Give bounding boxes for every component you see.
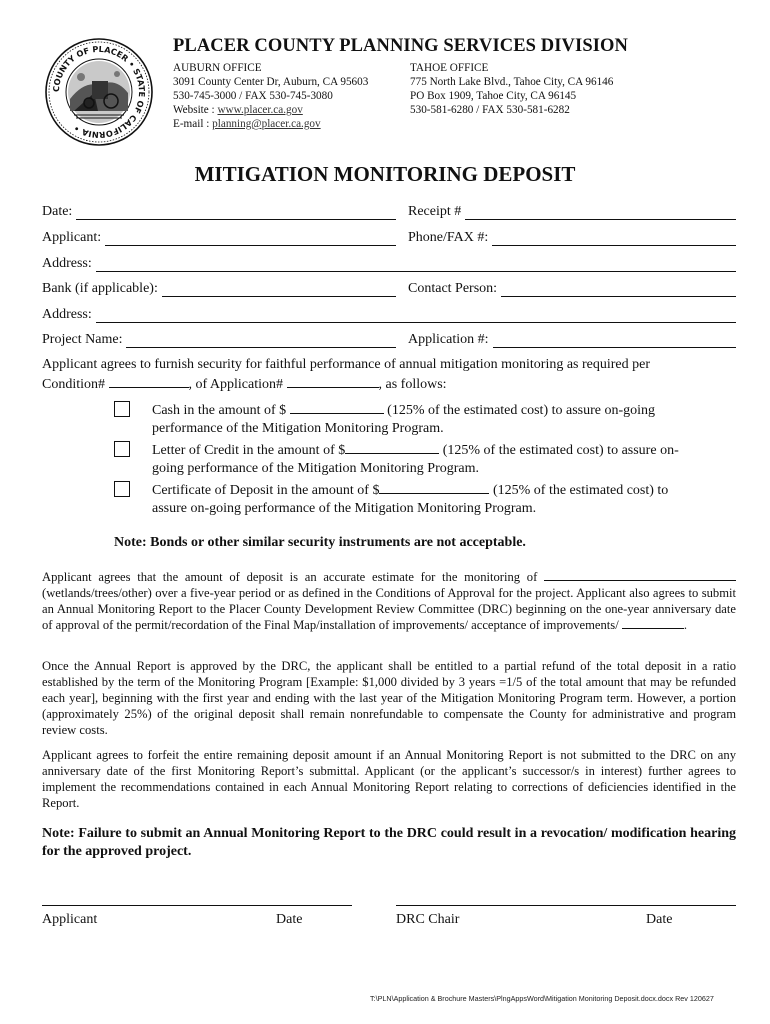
division-title: PLACER COUNTY PLANNING SERVICES DIVISION	[173, 36, 628, 56]
project-name-field[interactable]	[42, 330, 396, 348]
certificate-of-deposit-option-text	[152, 480, 722, 518]
monitoring-paragraph: Applicant agrees that the amount of deposit is an accurate estimate for the monitoring of (wetlands/trees/other) over a five-year period or as defined in the Conditions of Approval for the project. Applicant also agrees to submit an Annual Monitoring Report to the Placer County Development Review Committee (DRC) beginning on the one-year anniversary date of approval of the permit/recordation of the Final Map/installation of improvements/ acceptance of improvements/ .	[42, 570, 736, 632]
certificate-of-deposit-amount-blank[interactable]	[379, 480, 489, 494]
certificate-of-deposit-option	[112, 480, 737, 520]
cash-label-c: performance of the Mitigation Monitoring Program.	[152, 421, 444, 436]
document-title: MITIGATION MONITORING DEPOSIT	[194, 162, 576, 186]
bank-address-field[interactable]	[42, 305, 736, 323]
forfeit-paragraph: Applicant agrees to forfeit the entire remaining deposit amount if an Annual Monitoring Report is not submitted to the DRC on any anniversary date of the first Monitoring Report’s submittal. Applicant (or the applicant’s successor/s in interest) further agrees to implement the recommendations contained in each Annual Monitoring Report relating to corrections of deficiencies identified in the Report.	[42, 748, 736, 810]
email-link[interactable]: planning@placer.ca.gov	[212, 118, 321, 130]
date-field[interactable]	[42, 202, 396, 220]
loc-label-c: going performance of the Mitigation Monitoring Program.	[152, 461, 479, 476]
phone-fax-input-line[interactable]	[492, 231, 736, 246]
application-number-label: Application #:	[408, 332, 489, 347]
address-label: Address:	[42, 256, 92, 271]
letter-of-credit-option-text	[152, 440, 722, 478]
agreement-line-1: Applicant agrees to furnish security for faithful performance of annual mitigation monitoring as required per	[42, 357, 651, 372]
cd-label-c: assure on-going performance of the Mitigation Monitoring Program.	[152, 501, 537, 516]
improvements-blank[interactable]	[622, 617, 684, 629]
cash-label-b: (125% of the estimated cost) to assure on-going	[387, 403, 656, 418]
bank-label: Bank (if applicable):	[42, 281, 158, 296]
tahoe-office-block	[410, 61, 613, 117]
address-field[interactable]	[42, 254, 736, 272]
phone-fax-label: Phone/FAX #:	[408, 230, 489, 245]
project-name-label: Project Name:	[42, 332, 123, 347]
auburn-office-heading: AUBURN OFFICE	[173, 62, 262, 74]
receipt-label: Receipt #	[408, 204, 462, 219]
cash-label-a: Cash in the amount of $	[152, 403, 287, 418]
applicant-signature-label: Applicant	[42, 912, 98, 927]
loc-label-b: (125% of the estimated cost) to assure on-	[442, 443, 679, 458]
cash-amount-blank[interactable]	[290, 400, 384, 414]
application-number-input-line[interactable]	[493, 333, 737, 348]
condition-label: Condition#	[42, 377, 106, 392]
drc-chair-signature-line[interactable]	[396, 905, 736, 906]
loc-label-a: Letter of Credit in the amount of $	[152, 443, 346, 458]
application-number-blank[interactable]	[287, 374, 379, 388]
bank-address-input-line[interactable]	[96, 308, 736, 323]
phone-fax-field[interactable]	[408, 228, 736, 246]
letter-of-credit-checkbox[interactable]	[114, 441, 130, 457]
drc-chair-label: DRC Chair	[396, 912, 460, 927]
of-application-label: , of Application#	[188, 377, 284, 392]
revocation-note: Note: Failure to submit an Annual Monitoring Report to the DRC could result in a revocation/ modification hearing for the approved project.	[42, 826, 736, 859]
drc-date-label: Date	[646, 912, 673, 927]
file-path-footer: T:\PLN\Application & Brochure Masters\PlngAppsWord\Mitigation Monitoring Deposit.docx.docx Rev 120627	[370, 994, 714, 1003]
address-input-line[interactable]	[96, 257, 736, 272]
agreement-line-2	[42, 374, 736, 394]
applicant-field[interactable]	[42, 228, 396, 246]
monitoring-para-a: Applicant agrees that the amount of deposit is an accurate estimate for the monitoring of	[42, 570, 538, 584]
letter-of-credit-amount-blank[interactable]	[345, 440, 439, 454]
contact-person-label: Contact Person:	[408, 281, 498, 296]
bank-input-line[interactable]	[162, 282, 396, 297]
website-row	[173, 103, 368, 117]
applicant-input-line[interactable]	[105, 231, 396, 246]
bonds-note: Note: Bonds or other similar security instruments are not acceptable.	[114, 535, 526, 550]
date-label: Date:	[42, 204, 73, 219]
auburn-office-address: 3091 County Center Dr, Auburn, CA 95603	[173, 76, 369, 88]
tahoe-office-po-box: PO Box 1909, Tahoe City, CA 96145	[410, 90, 577, 102]
cash-checkbox[interactable]	[114, 401, 130, 417]
monitoring-type-blank[interactable]	[544, 569, 736, 581]
contact-person-field[interactable]	[408, 279, 736, 297]
cd-label-b: (125% of the estimated cost) to	[492, 483, 669, 498]
monitoring-para-c: acceptance of improvements/	[471, 618, 619, 632]
county-seal-logo	[44, 37, 154, 147]
date-input-line[interactable]	[76, 205, 396, 220]
receipt-field[interactable]	[408, 202, 736, 220]
applicant-label: Applicant:	[42, 230, 102, 245]
cd-label-a: Certificate of Deposit in the amount of $	[152, 483, 380, 498]
cash-option	[112, 400, 737, 440]
email-label: E-mail :	[173, 118, 213, 130]
contact-person-input-line[interactable]	[501, 282, 736, 297]
project-name-input-line[interactable]	[126, 333, 396, 348]
receipt-input-line[interactable]	[465, 205, 736, 220]
refund-paragraph: Once the Annual Report is approved by the DRC, the applicant shall be entitled to a partial refund of the total deposit in a ratio established by the term of the Monitoring Program [Example: $1,000 divided by 3 years =1/5 of the total amount that may be refunded each year], beginning with the first year and ending with the last year of the Mitigation Monitoring Program term. However, a portion (approximately 25%) of the original deposit shall remain nonrefundable to compensate the County for administrative and program review costs.	[42, 659, 736, 737]
tahoe-office-address: 775 North Lake Blvd., Tahoe City, CA 96146	[410, 76, 614, 88]
agreement-paragraph	[42, 356, 736, 394]
as-follows-label: , as follows:	[378, 377, 447, 392]
bank-field[interactable]	[42, 279, 396, 297]
svg-text:COUNTY OF PLACER • STATE OF CA: COUNTY OF PLACER • STATE OF CALIFORNIA •	[50, 43, 148, 141]
applicant-signature-line[interactable]	[42, 905, 352, 906]
auburn-office-block	[173, 61, 368, 131]
application-number-field[interactable]	[408, 330, 736, 348]
email-row	[173, 117, 368, 131]
website-label: Website :	[173, 104, 218, 116]
monitoring-para-b: (wetlands/trees/other) over a five-year period or as defined in the Conditions of Approval for the project. Applicant also agrees to submit an Annual Monitoring Report to the Placer County Development Review Committee (DRC) beginning on the one-year anniversary date of approval of the permit/recordation of the Final Map/installation of improvements/	[42, 586, 736, 632]
applicant-date-label: Date	[276, 912, 303, 927]
cash-option-text	[152, 400, 722, 438]
tahoe-office-phone: 530-581-6280 / FAX 530-581-6282	[410, 104, 570, 116]
bank-address-label: Address:	[42, 307, 92, 322]
letter-of-credit-option	[112, 440, 737, 480]
tahoe-office-heading: TAHOE OFFICE	[410, 62, 489, 74]
certificate-of-deposit-checkbox[interactable]	[114, 481, 130, 497]
auburn-office-phone: 530-745-3000 / FAX 530-745-3080	[173, 90, 333, 102]
website-link[interactable]: www.placer.ca.gov	[217, 104, 303, 116]
condition-number-blank[interactable]	[109, 374, 189, 388]
